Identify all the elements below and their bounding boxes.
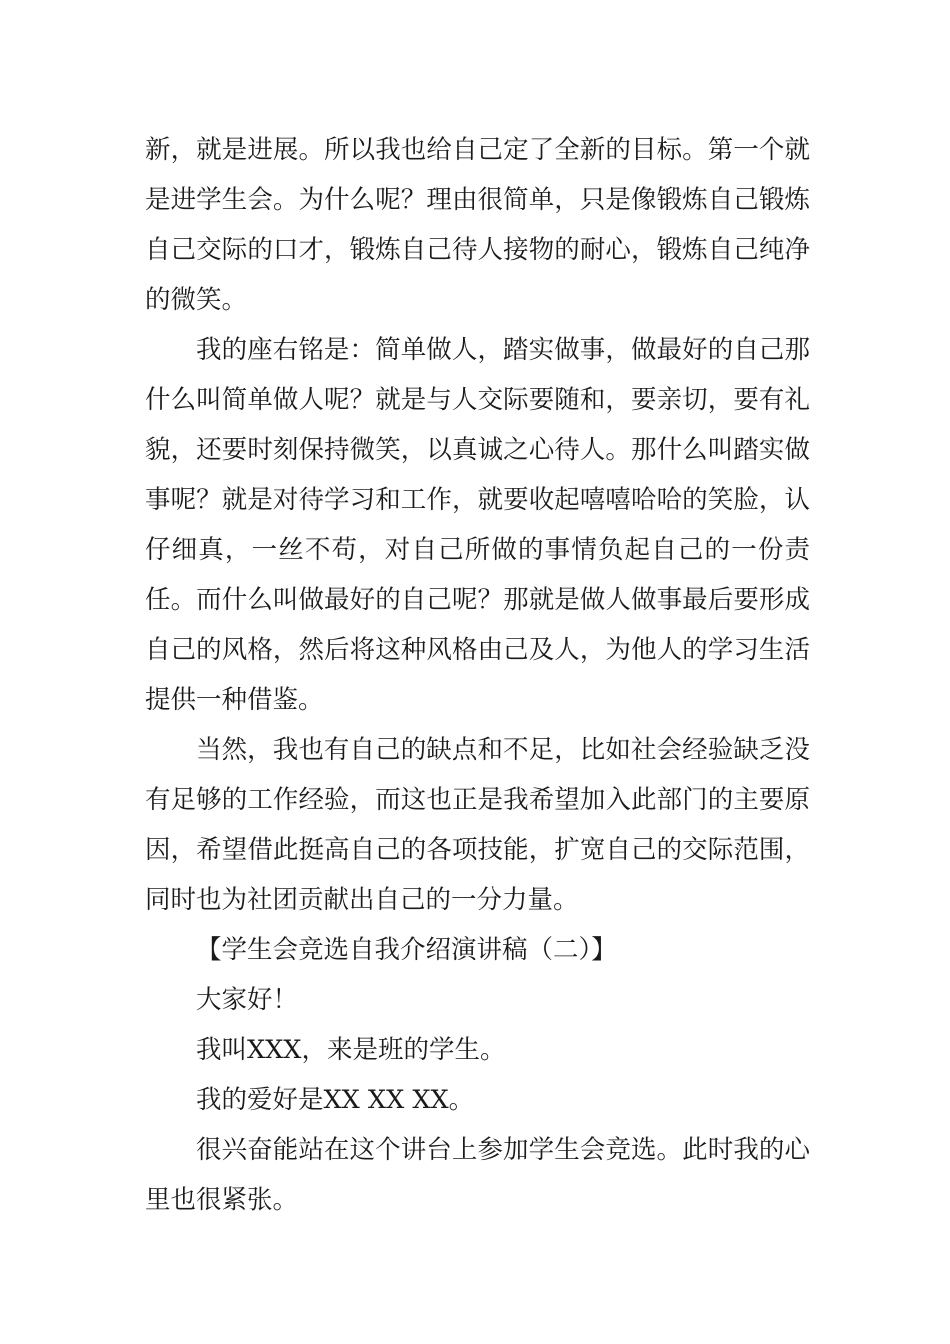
paragraph-motto: 我的座右铭是：简单做人，踏实做事，做最好的自己那什么叫简单做人呢？就是与人交际要随和，要亲切，要有礼貌，还要时刻保持微笑，以真诚之心待人。那什么叫踏实做事呢？就是对待学习和工作，就要收起嘻嘻哈哈的笑脸，认仔细真，一丝不苟，对自己所做的事情负起自己的一份责任。而什么叫做最好的自己呢？那就是做人做事最后要形成自己的风格，然后将这种风格由己及人，为他人的学习生活提供一种借鉴。 xyxy=(145,335,810,715)
paragraph-shortcomings: 当然，我也有自己的缺点和不足，比如社会经验缺乏没有足够的工作经验，而这也正是我希望加入此部门的主要原因，希望借此挺高自己的各项技能，扩宽自己的交际范围，同时也为社团贡献出自己的一分力量。 xyxy=(145,735,810,915)
document-body xyxy=(145,125,810,1225)
paragraph-hobbies: 我的爱好是XX XX XX。 xyxy=(196,1085,475,1115)
paragraph-excitement: 很兴奋能站在这个讲台上参加学生会竞选。此时我的心里也很紧张。 xyxy=(145,1135,810,1215)
paragraph-continuation: 新，就是进展。所以我也给自己定了全新的目标。第一个就是进学生会。为什么呢？理由很简单，只是像锻炼自己锻炼自己交际的口才，锻炼自己待人接物的耐心，锻炼自己纯净的微笑。 xyxy=(145,135,810,315)
paragraph-greeting: 大家好！ xyxy=(196,985,299,1015)
section-heading: 【学生会竞选自我介绍演讲稿（二）】 xyxy=(196,935,617,965)
paragraph-name: 我叫XXX，来是班的学生。 xyxy=(196,1035,506,1065)
